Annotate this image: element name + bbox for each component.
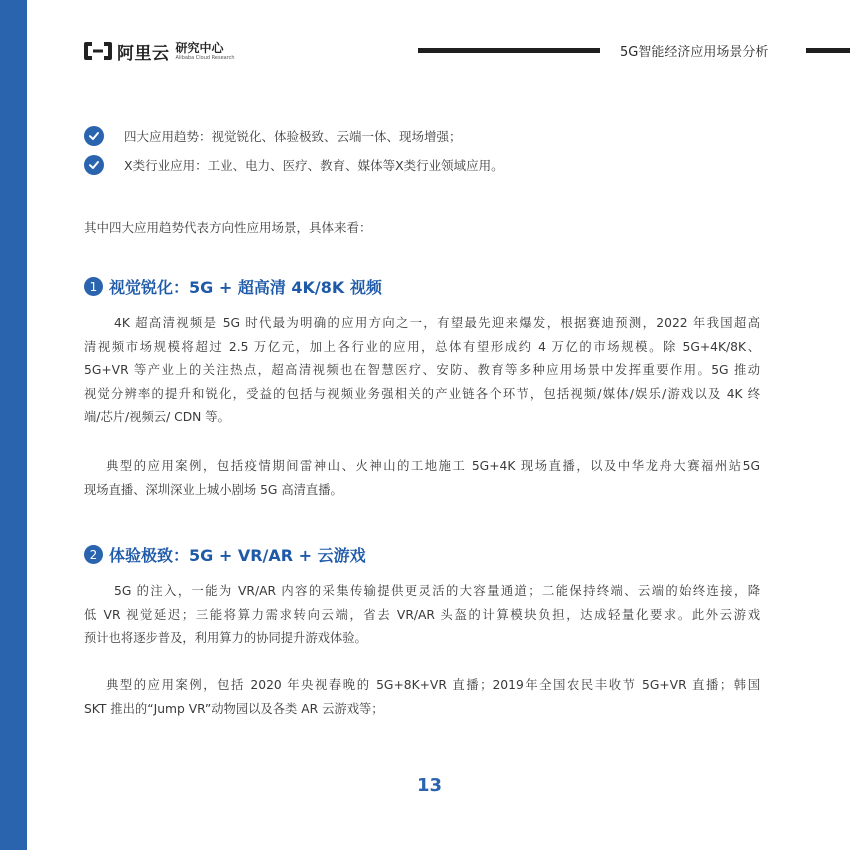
section-title: 体验极致：5G + VR/AR + 云游戏 <box>109 546 366 565</box>
intro-text: 其中四大应用趋势代表方向性应用场景，具体来看： <box>84 220 372 235</box>
section-title: 视觉锐化：5G + 超高清 4K/8K 视频 <box>109 278 382 297</box>
checkmark-icon <box>84 126 104 146</box>
section-number-badge: 1 <box>84 277 103 296</box>
bullet-item <box>84 126 462 146</box>
paragraph-line: 端/芯片/视频云/ CDN 等。 <box>84 410 230 424</box>
paragraph-line: SKT 推出的“Jump VR”动物园以及各类 AR 云游戏等； <box>84 701 384 716</box>
logo-subtitle-cn: 研究中心 <box>175 40 224 55</box>
paragraph-line: 典型的应用案例，包括 2020 年央视春晚的 5G+8K+VR 直播；2019年全国农民丰收节 5G+VR 直播；韩国 <box>106 678 760 692</box>
section-paragraph <box>84 455 760 502</box>
section-paragraph <box>84 580 760 651</box>
header-title: 5G智能经济应用场景分析 <box>620 45 769 60</box>
paragraph-line: 预计也将逐步普及，利用算力的协同提升游戏体验。 <box>84 631 367 645</box>
paragraph-line: 现场直播、深圳深业上城小剧场 5G 高清直播。 <box>84 482 343 497</box>
bullet-text: X类行业应用：工业、电力、医疗、教育、媒体等X类行业领域应用。 <box>124 158 504 173</box>
section-paragraph <box>84 674 760 721</box>
section-heading <box>84 275 382 298</box>
logo-subtitle <box>176 42 235 61</box>
checkmark-icon <box>84 155 104 175</box>
section-number-badge: 2 <box>84 545 103 564</box>
paragraph-line: 5G 的注入，一能为 VR/AR 内容的采集传输提供更灵活的大容量通道；二能保持终端、云端的始终连接，降 <box>114 584 760 598</box>
header-rule-left <box>418 48 600 53</box>
logo-subtitle-en: Alibaba Cloud Research <box>175 54 235 61</box>
header-rule-right <box>806 48 850 53</box>
alibaba-cloud-logo <box>83 38 235 64</box>
bullet-item <box>84 155 504 175</box>
paragraph-line: 5G+VR 等产业上的关注热点，超高清视频也在智慧医疗、安防、教育等多种应用场景中发挥重要作用。5G 推动 <box>84 363 760 377</box>
paragraph-line: 视觉分辨率的提升和锐化，受益的包括与视频业务强相关的产业链各个环节，包括视频/媒体/娱乐/游戏以及 4K 终 <box>84 386 760 401</box>
paragraph-line: 清视频市场规模将超过 2.5 万亿元，加上各行业的应用，总体有望形成约 4 万亿的市场规模。除 5G+4K/8K、 <box>84 339 760 354</box>
side-accent-bar <box>0 0 27 850</box>
page-number: 13 <box>417 775 443 796</box>
section-paragraph <box>84 312 760 430</box>
alibaba-cloud-icon <box>83 40 113 62</box>
paragraph-line: 低 VR 视觉延迟；三能将算力需求转向云端，省去 VR/AR 头盔的计算模块负担，达成轻量化要求。此外云游戏 <box>84 607 760 622</box>
section-heading <box>84 543 366 566</box>
paragraph-line: 典型的应用案例，包括疫情期间雷神山、火神山的工地施工 5G+4K 现场直播，以及中华龙舟大赛福州站5G <box>106 459 760 473</box>
logo-text: 阿里云 <box>117 43 170 64</box>
paragraph-line: 4K 超高清视频是 5G 时代最为明确的应用方向之一，有望最先迎来爆发，根据赛迪预测，2022 年我国超高 <box>114 316 760 330</box>
bullet-text: 四大应用趋势：视觉锐化、体验极致、云端一体、现场增强； <box>124 129 462 144</box>
